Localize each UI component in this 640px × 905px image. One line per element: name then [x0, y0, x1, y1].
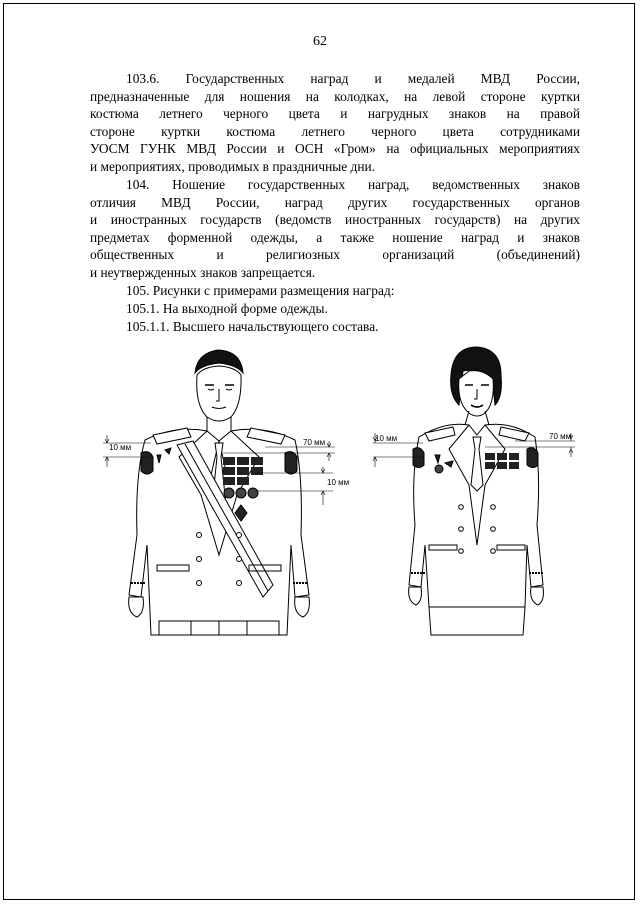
male-dim-lower-right-label: 10 мм	[327, 478, 350, 487]
figure-male-uniform	[95, 345, 370, 645]
page-number: 62	[313, 34, 327, 49]
female-dim-top-right-label: 70 мм	[549, 432, 572, 441]
text-line: 104. Ношение государственных наград, ведомственных знаков	[126, 177, 580, 192]
female-dim-left-label: 10 мм	[375, 434, 398, 443]
text-line: и неутвержденных знаков запрещается.	[90, 264, 316, 280]
text-line: костюма летнего черного цвета и нагрудных знаков на правой	[90, 106, 580, 122]
text-line: стороне куртки костюма летнего черного цвета сотрудниками	[90, 123, 580, 139]
text-line: УОСМ ГУНК МВД России и ОСН «Гром» на официальных мероприятиях	[90, 141, 580, 157]
award-medals	[224, 488, 258, 498]
paragraph-103-6	[90, 70, 580, 176]
text-line: предназначенные для ношения на колодках, на левой стороне куртки	[90, 88, 580, 104]
paragraph-105-1-1: 105.1.1. Высшего начальствующего состава.	[126, 319, 379, 334]
male-dim-left-label: 10 мм	[109, 443, 132, 452]
paragraph-104	[90, 176, 580, 282]
figure-female-uniform	[365, 345, 585, 645]
female-face	[459, 371, 494, 416]
text-line: 103.6. Государственных наград и медалей МВД России,	[126, 71, 580, 86]
paragraph-105-1: 105.1. На выходной форме одежды.	[126, 301, 328, 316]
text-line: отличия МВД России, наград других государственных органов	[90, 194, 580, 210]
male-dim-top-right-label: 70 мм	[303, 438, 326, 447]
paragraph-105: 105. Рисунки с примерами размещения наград:	[126, 283, 395, 298]
text-line: и иностранных государств (ведомств иностранных государств) на других	[90, 212, 580, 228]
text-line: общественных и религиозных организаций (объединений)	[90, 247, 580, 263]
text-line: и мероприятиях, проводимых в праздничные дни.	[90, 158, 376, 174]
text-line: предметах форменной одежды, а также ношение наград и знаков	[90, 229, 580, 245]
